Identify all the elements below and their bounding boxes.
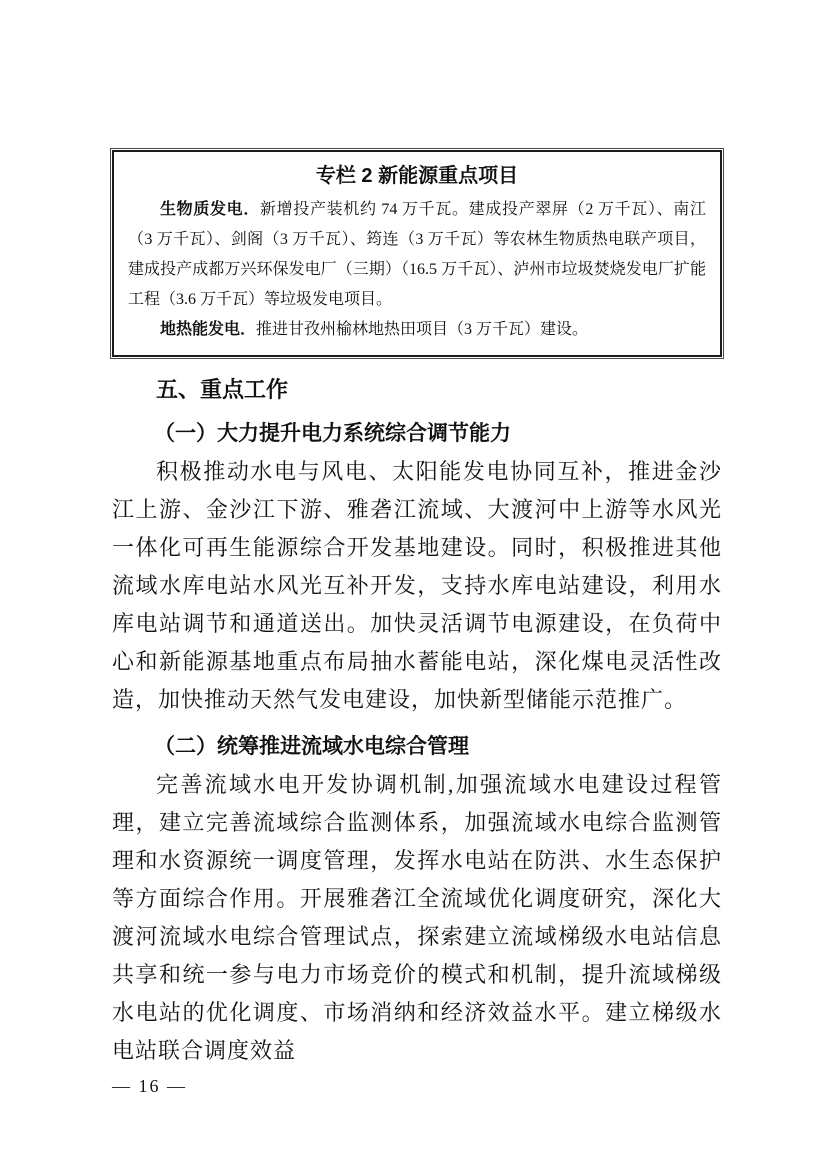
subsection-heading-1-power-system-regulation: （一）大力提升电力系统综合调节能力: [154, 421, 511, 445]
callout-box-title: 专栏 2 新能源重点项目: [315, 165, 519, 187]
callout-paragraph-biomass-lead: 生物质发电．: [160, 201, 260, 218]
callout-paragraph-geothermal-lead: 地热能发电．: [160, 321, 257, 338]
section-heading-key-work: 五、重点工作: [156, 377, 289, 402]
subsection-heading-2-basin-hydropower-management: （二）统筹推进流域水电综合管理: [154, 734, 469, 758]
callout-paragraph-biomass: [128, 195, 706, 315]
page-number: — 16 —: [112, 1076, 187, 1096]
callout-box-new-energy-projects: [112, 150, 722, 357]
subsection-body-2: 完善流域水电开发协调机制,加强流域水电建设过程管理，建立完善流域综合监测体系，加强流域水电综合监测管理和水资源统一调度管理，发挥水电站在防洪、水生态保护等方面综合作用。开展雅砻江全流域优化调度研究，深化大渡河流域水电综合管理试点，探索建立流域梯级水电站信息共享和统一参与电力市场竞价的模式和机制，提升流域梯级水电站的优化调度、市场消纳和经济效益水平。建立梯级水电站联合调度效益: [112, 772, 722, 1063]
callout-paragraph-geothermal: [128, 315, 706, 345]
subsection-body-1: 积极推动水电与风电、太阳能发电协同互补，推进金沙江上游、金沙江下游、雅砻江流域、大渡河中上游等水风光一体化可再生能源综合开发基地建设。同时，积极推进其他流域水库电站水风光互补开发，支持水库电站建设，利用水库电站调节和通道送出。加快灵活调节电源建设，在负荷中心和新能源基地重点布局抽水蓄能电站，深化煤电灵活性改造，加快推动天然气发电建设，加快新型储能示范推广。: [112, 459, 722, 712]
callout-paragraph-biomass-text: 新增投产装机约 74 万千瓦。建成投产翠屏（2 万千瓦）、南江（3 万千瓦）、剑阁（3 万千瓦）、筠连（3 万千瓦）等农林生物质热电联产项目，建成投产成都万兴环保发电厂（三期）（16.5 万千瓦）、泸州市垃圾焚烧发电厂扩能工程（3.6 万千瓦）等垃圾发电项目。: [128, 201, 706, 308]
callout-paragraph-geothermal-text: 推进甘孜州榆林地热田项目（3 万千瓦）建设。: [256, 321, 589, 338]
